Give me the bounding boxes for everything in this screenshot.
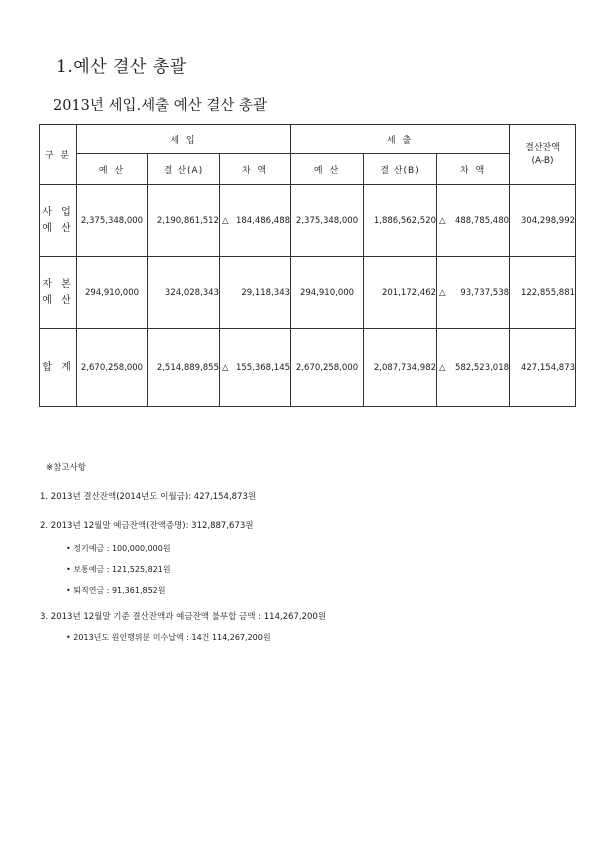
cell-income-budget: 2,670,258,000 <box>77 329 148 407</box>
negative-mark: △ <box>222 215 229 226</box>
cell-income-diff <box>220 185 291 257</box>
header-expense-diff: 차 액 <box>437 154 510 185</box>
cell-balance: 427,154,873 <box>510 329 576 407</box>
diff-value: 93,737,538 <box>460 287 510 298</box>
header-income-settlement: 결 산(A) <box>148 154 220 185</box>
note-2-item: • 정기예금 : 100,000,000원 <box>66 544 171 553</box>
header-income-diff: 차 액 <box>220 154 291 185</box>
row-label: 사 업 예 산 <box>40 185 77 257</box>
section-title: 1.예산 결산 총괄 <box>56 57 187 77</box>
cell-balance: 304,298,992 <box>510 185 576 257</box>
diff-value: 488,785,480 <box>454 215 510 226</box>
header-balance: 결산잔액 (A-B) <box>510 125 576 185</box>
cell-income-settlement: 2,514,889,855 <box>148 329 220 407</box>
header-income-budget: 예 산 <box>77 154 148 185</box>
table-row-total <box>40 329 576 407</box>
table-row <box>40 185 576 257</box>
negative-mark: △ <box>222 362 229 373</box>
negative-mark: △ <box>439 362 446 373</box>
cell-expense-budget: 2,375,348,000 <box>291 185 364 257</box>
notes-header: ※참고사항 <box>46 463 86 473</box>
header-expense-budget: 예 산 <box>291 154 364 185</box>
note-1: 1. 2013년 결산잔액(2014년도 이월금): 427,154,873원 <box>40 492 257 502</box>
negative-mark: △ <box>439 287 446 298</box>
cell-expense-settlement: 201,172,462 <box>364 257 437 329</box>
cell-income-settlement: 2,190,861,512 <box>148 185 220 257</box>
cell-income-budget: 2,375,348,000 <box>77 185 148 257</box>
diff-value: 582,523,018 <box>454 362 510 373</box>
diff-value: 184,486,488 <box>235 215 291 226</box>
header-expense-settlement: 결 산(B) <box>364 154 437 185</box>
diff-value: 155,368,145 <box>235 362 291 373</box>
cell-expense-budget: 2,670,258,000 <box>291 329 364 407</box>
cell-expense-diff <box>437 257 510 329</box>
budget-summary-table <box>39 124 576 407</box>
header-expense-group: 세 출 <box>291 125 510 154</box>
note-2-item: • 퇴직연금 : 91,361,852원 <box>66 586 166 595</box>
note-3-item: • 2013년도 원인행위분 미수납액 : 14건 114,267,200원 <box>66 633 271 642</box>
row-label: 합 계 <box>40 329 77 407</box>
cell-balance: 122,855,881 <box>510 257 576 329</box>
row-label: 자 본 예 산 <box>40 257 77 329</box>
header-income-group: 세 입 <box>77 125 291 154</box>
note-3: 3. 2013년 12월말 기준 결산잔액과 예금잔액 불부합 금액 : 114,267,200원 <box>40 612 327 622</box>
diff-value: 29,118,343 <box>241 287 291 298</box>
note-2-item: • 보통예금 : 121,525,821원 <box>66 565 171 574</box>
table-row <box>40 257 576 329</box>
cell-income-budget: 294,910,000 <box>77 257 148 329</box>
cell-income-diff <box>220 329 291 407</box>
note-2: 2. 2013년 12월말 예금잔액(잔액증명): 312,887,673원 <box>40 521 254 531</box>
header-division: 구 분 <box>40 125 77 185</box>
cell-income-diff <box>220 257 291 329</box>
document-title: 2013년 세입.세출 예산 결산 총괄 <box>53 98 268 114</box>
negative-mark: △ <box>439 215 446 226</box>
cell-expense-settlement: 2,087,734,982 <box>364 329 437 407</box>
cell-expense-diff <box>437 185 510 257</box>
cell-income-settlement: 324,028,343 <box>148 257 220 329</box>
cell-expense-budget: 294,910,000 <box>291 257 364 329</box>
cell-expense-diff <box>437 329 510 407</box>
cell-expense-settlement: 1,886,562,520 <box>364 185 437 257</box>
